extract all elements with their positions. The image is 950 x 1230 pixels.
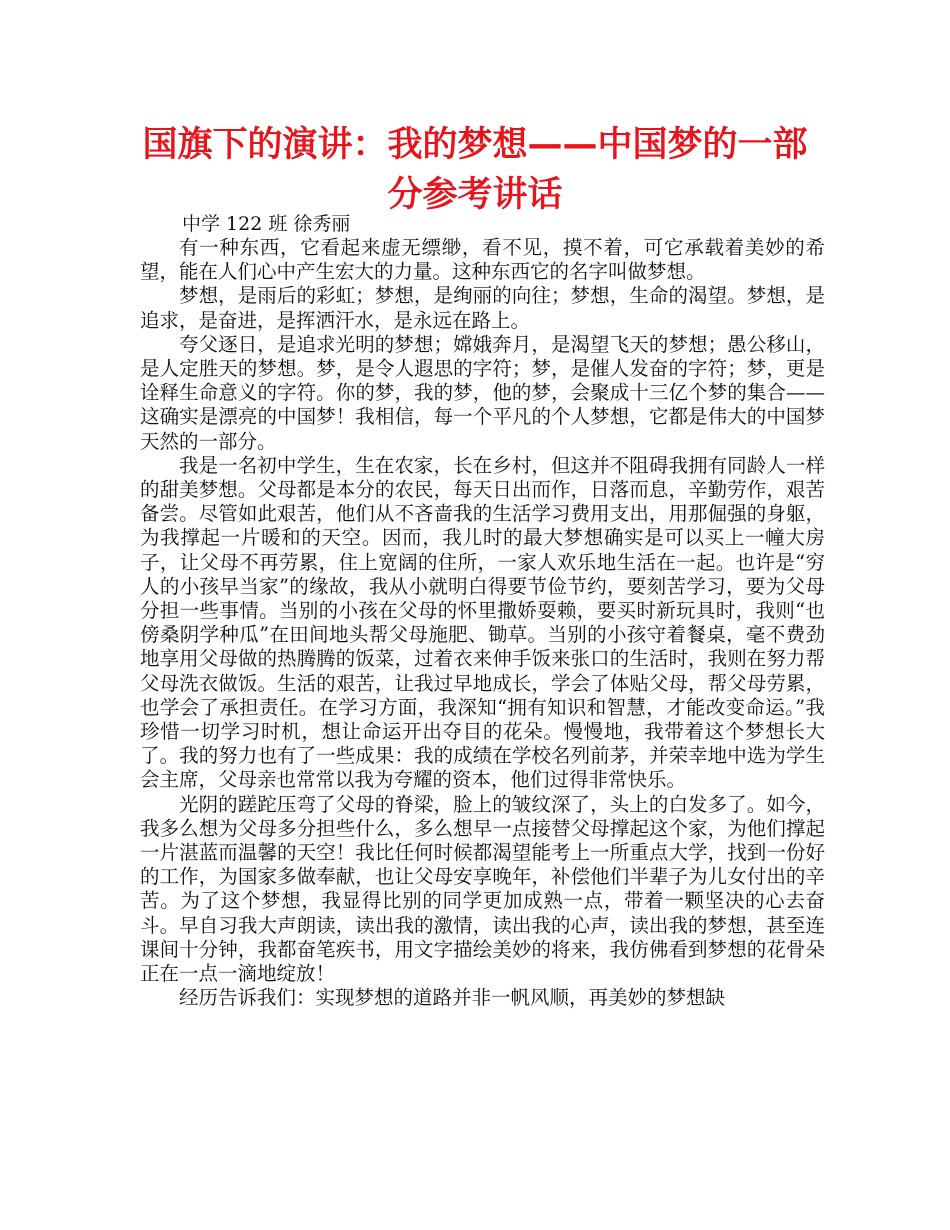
- paragraph: 我是一名初中学生，生在农家，长在乡村，但这并不阻碍我拥有同龄人一样的甜美梦想。父母都是本分的农民，每天日出而作，日落而息，辛勤劳作，艰苦备尝。尽管如此艰苦，他们从不吝啬我的生活学习费用支出，用那倔强的身躯，为我撑起一片暖和的天空。因而，我儿时的最大梦想确实是可以买上一幢大房子，让父母不再劳累，住上宽阔的住所，一家人欢乐地生活在一起。也许是“穷人的小孩早当家”的缘故，我从小就明白得要节俭节约，要刻苦学习，要为父母分担一些事情。当别的小孩在父母的怀里撒娇耍赖，要买时新玩具时，我则“也傍桑阴学种瓜”在田间地头帮父母施肥、锄草。当别的小孩守着餐桌，毫不费劲地享用父母做的热腾腾的饭菜，过着衣来伸手饭来张口的生活时，我则在努力帮父母洗衣做饭。生活的艰苦，让我过早地成长，学会了体贴父母，帮父母劳累，也学会了承担责任。在学习方面，我深知“拥有知识和智慧，才能改变命运。”我珍惜一切学习时机，想让命运开出夺目的花朵。慢慢地，我带着这个梦想长大了。我的努力也有了一些成果：我的成绩在学校名列前茅，并荣幸地中选为学生会主席，父母亲也常常以我为夸耀的资本，他们过得非常快乐。: [140, 453, 825, 792]
- paragraph: 梦想，是雨后的彩虹；梦想，是绚丽的向往；梦想，生命的渴望。梦想，是追求，是奋进，是挥洒汗水，是永远在路上。: [140, 284, 825, 332]
- document-title: 国旗下的演讲：我的梦想——中国梦的一部分参考讲话: [142, 125, 808, 215]
- paragraph: 有一种东西，它看起来虚无缥缈，看不见，摸不着，可它承载着美妙的希望，能在人们心中产生宏大的力量。这种东西它的名字叫做梦想。: [140, 236, 825, 284]
- paragraph: 光阴的蹉跎压弯了父母的脊梁，脸上的皱纹深了，头上的白发多了。如今，我多么想为父母多分担些什么，多么想早一点接替父母撑起这个家，为他们撑起一片湛蓝而温馨的天空！我比任何时候都渴望能考上一所重点大学，找到一份好的工作，为国家多做奉献，也让父母安享晚年，补偿他们半辈子为儿女付出的辛苦。为了这个梦想，我显得比别的同学更加成熟一点，带着一颗坚决的心去奋斗。早自习我大声朗读，读出我的激情，读出我的心声，读出我的梦想，甚至连课间十分钟，我都奋笔疾书，用文字描绘美妙的将来，我仿佛看到梦想的花骨朵正在一点一滴地绽放！: [140, 792, 825, 986]
- paragraph: 夸父逐日，是追求光明的梦想；嫦娥奔月，是渴望飞天的梦想；愚公移山，是人定胜天的梦想。梦，是令人遐思的字符；梦，是催人发奋的字符；梦，更是诠释生命意义的字符。你的梦，我的梦，他的梦，会聚成十三亿个梦的集合——这确实是漂亮的中国梦！我相信，每一个平凡的个人梦想，它都是伟大的中国梦天然的一部分。: [140, 332, 825, 453]
- document-body: [140, 236, 825, 1011]
- paragraph: 经历告诉我们：实现梦想的道路并非一帆风顺，再美妙的梦想缺: [179, 986, 726, 1010]
- author-byline: 中学 122 班 徐秀丽: [182, 213, 351, 235]
